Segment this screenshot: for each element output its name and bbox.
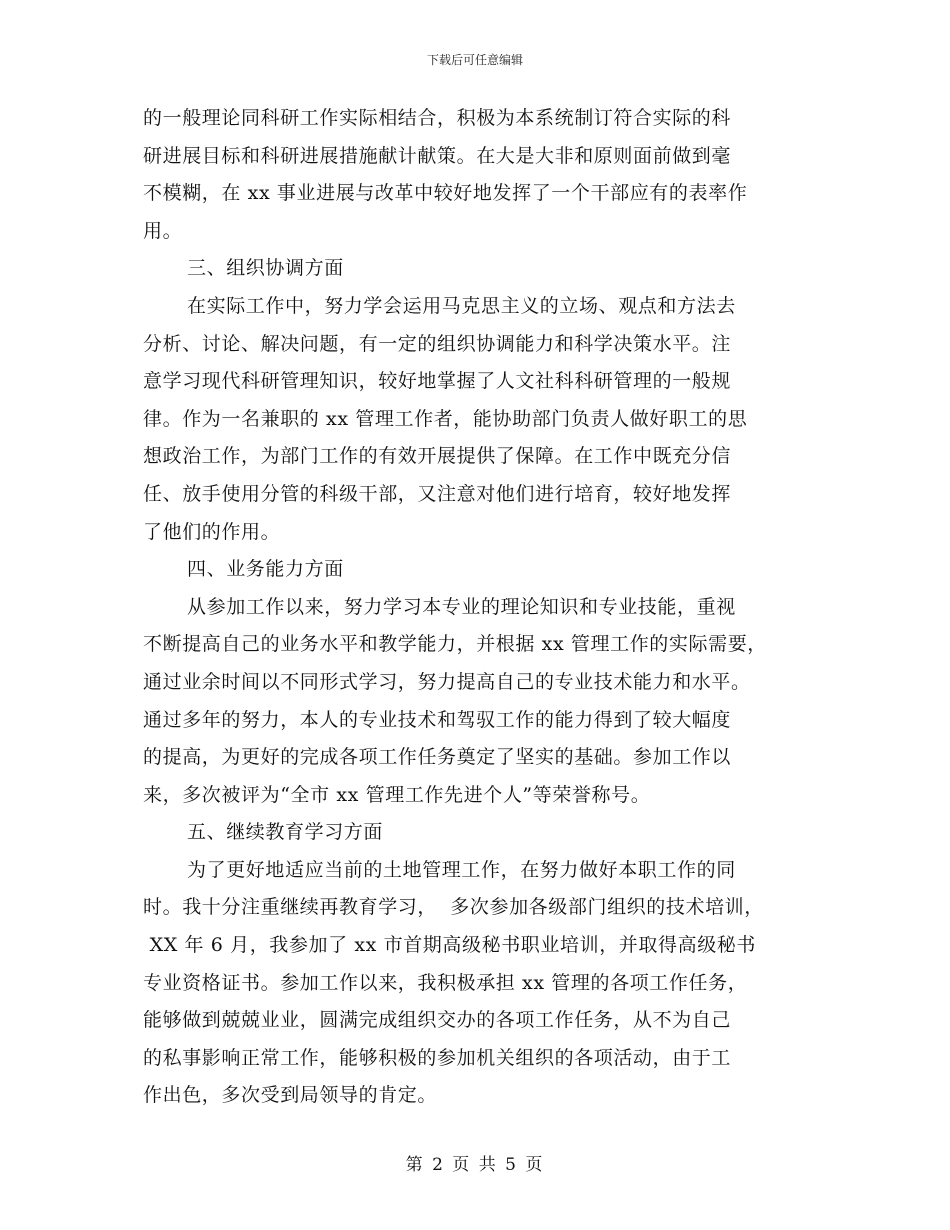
text-line: XX 年 6 月，我参加了 xx 市首期高级秘书职业培训，并取得高级秘书: [143, 934, 757, 957]
text-line: 专业资格证书。参加工作以来，我积极承担 xx 管理的各项工作任务，: [143, 971, 748, 994]
text-line: 研进展目标和科研进展措施献计献策。在大是大非和原则面前做到毫: [143, 144, 732, 167]
page-header: 下载后可任意编辑: [426, 53, 523, 67]
document-body: [143, 100, 815, 1115]
text-line: 时。我十分注重继续再教育学习， 多次参加各级部门组织的技术培训，: [143, 896, 764, 919]
text-line: 为了更好地适应当前的土地管理工作，在努力做好本职工作的同: [187, 858, 736, 881]
text-line: 来，多次被评为“全市 xx 管理工作先进个人”等荣誉称号。: [143, 783, 651, 806]
section-heading: 四、业务能力方面: [187, 558, 344, 581]
text-line: 作出色，多次受到局领导的肯定。: [143, 1084, 438, 1107]
section-heading: 三、组织协调方面: [187, 257, 344, 280]
text-line: 任、放手使用分管的科级干部，又注意对他们进行培育，较好地发挥: [143, 482, 732, 505]
text-line: 分析、讨论、解决问题，有一定的组织协调能力和科学决策水平。注: [143, 332, 732, 355]
text-line: 了他们的作用。: [143, 520, 281, 543]
text-line: 能够做到兢兢业业，圆满完成组织交办的各项工作任务，从不为自己: [143, 1009, 732, 1032]
text-line: 不模糊，在 xx 事业进展与改革中较好地发挥了一个干部应有的表率作: [143, 182, 748, 205]
text-line: 律。作为一名兼职的 xx 管理工作者，能协助部门负责人做好职工的思: [143, 407, 748, 430]
page-number: 第 2 页 共 5 页: [405, 1155, 545, 1175]
text-line: 意学习现代科研管理知识，较好地掌握了人文社科科研管理的一般规: [143, 370, 732, 393]
section-heading: 五、继续教育学习方面: [187, 821, 384, 844]
text-line: 的提高，为更好的完成各项工作任务奠定了坚实的基础。参加工作以: [143, 746, 732, 769]
text-line: 的一般理论同科研工作实际相结合，积极为本系统制订符合实际的科: [143, 107, 732, 129]
text-line: 通过多年的努力，本人的专业技术和驾驭工作的能力得到了较大幅度: [143, 708, 732, 731]
text-line: 用。: [143, 219, 183, 242]
text-line: 不断提高自己的业务水平和教学能力，并根据 xx 管理工作的实际需要，: [143, 633, 767, 656]
text-line: 在实际工作中，努力学会运用马克思主义的立场、观点和方法去: [187, 294, 736, 317]
text-line: 从参加工作以来，努力学习本专业的理论知识和专业技能，重视: [187, 595, 736, 618]
text-line: 通过业余时间以不同形式学习，努力提高自己的专业技术能力和水平。: [143, 670, 751, 693]
text-line: 想政治工作，为部门工作的有效开展提供了保障。在工作中既充分信: [143, 445, 732, 468]
text-line: 的私事影响正常工作，能够积极的参加机关组织的各项活动，由于工: [143, 1046, 732, 1069]
